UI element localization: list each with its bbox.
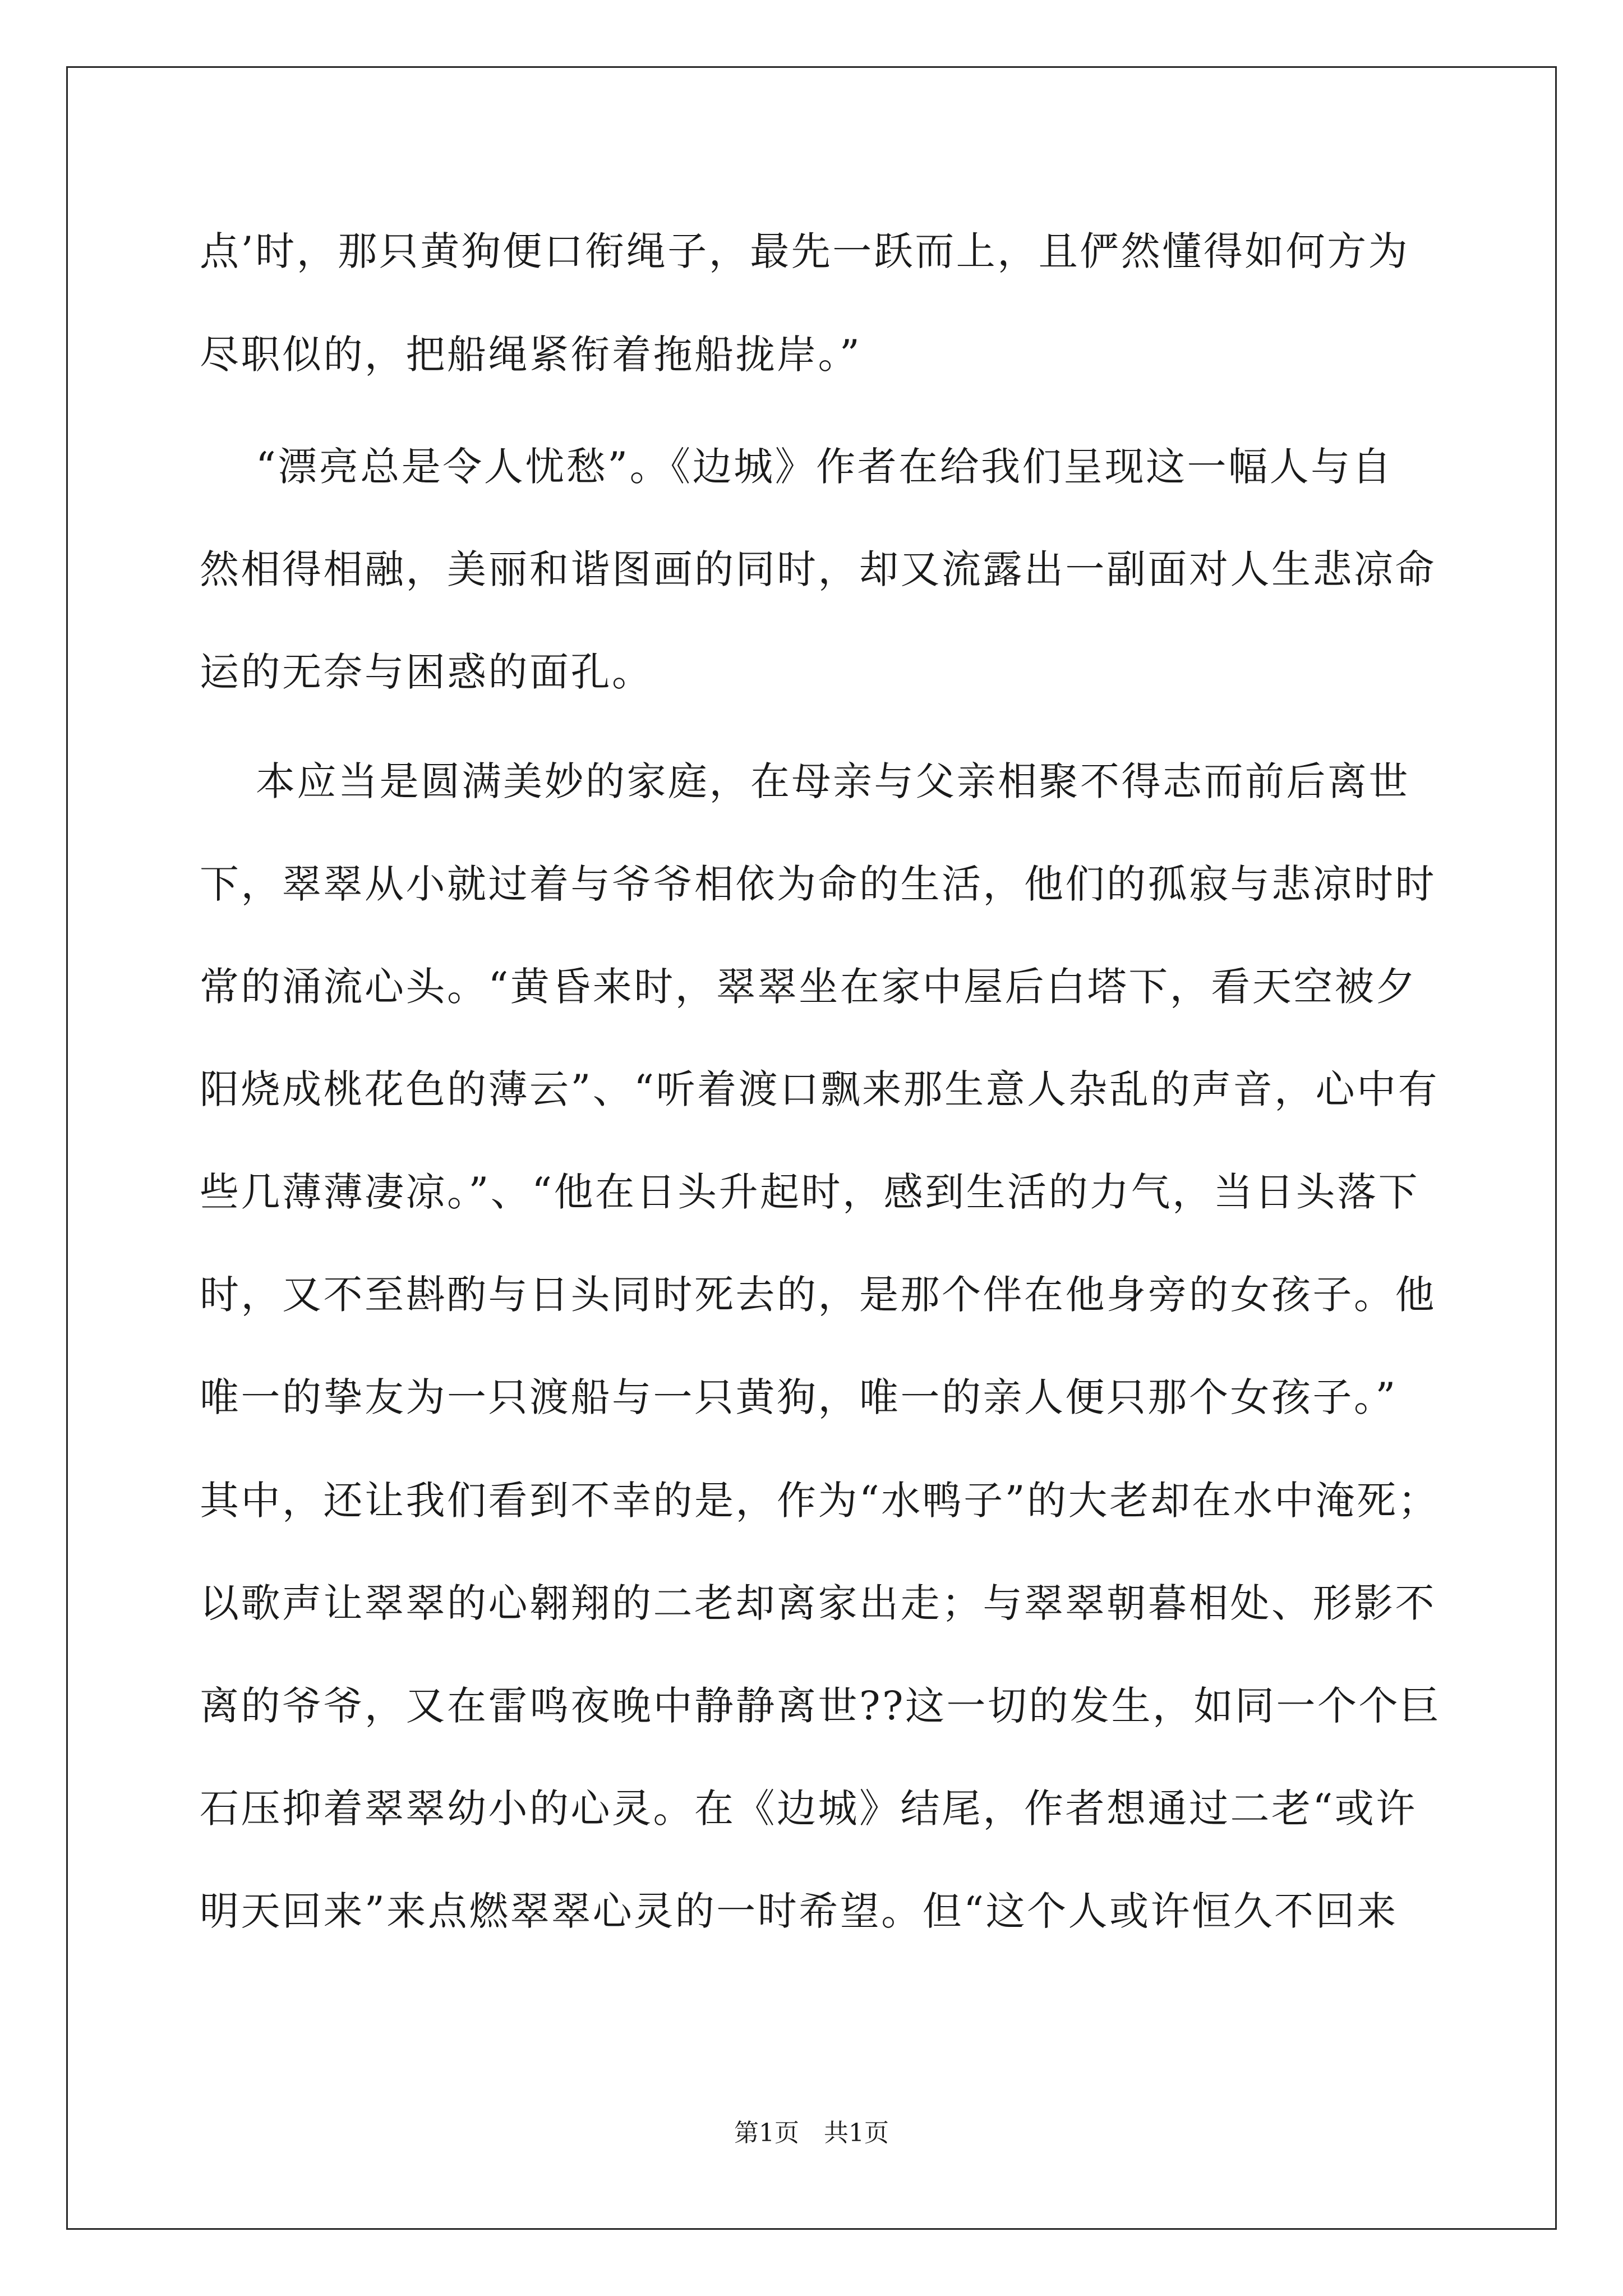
text-line: 唯一的挚友为一只渡船与一只黄狗，唯一的亲人便只那个女孩子。” [200, 1374, 1398, 1420]
paragraph-start-line: 本应当是圆满美妙的家庭，在母亲与父亲相聚不得志而前后离世 [256, 758, 1410, 804]
text-line: 然相得相融，美丽和谐图画的同时，却又流露出一副面对人生悲凉命 [200, 546, 1436, 592]
text-line: 下，翠翠从小就过着与爷爷相依为命的生活，他们的孤寂与悲凉时时 [200, 861, 1436, 907]
text-line: 运的无奈与困惑的面孔。 [200, 649, 653, 695]
paragraph-start-line: “漂亮总是令人忧愁”。《边城》作者在给我们呈现这一幅人与自 [256, 444, 1394, 490]
text-line: 些几薄薄凄凉。”、“他在日头升起时，感到生活的力气，当日头落下 [200, 1169, 1420, 1215]
text-line: 明天回来”来点燃翠翠心灵的一时希望。但“这个人或许恒久不回来 [200, 1888, 1398, 1934]
text-line: 其中，还让我们看到不幸的是，作为“水鸭子”的大老却在水中淹死； [200, 1478, 1440, 1524]
text-line: 点’时，那只黄狗便口衔绳子，最先一跃而上，且俨然懂得如何方为 [200, 228, 1410, 274]
text-line: 阳烧成桃花色的薄云”、“听着渡口飘来那生意人杂乱的声音，心中有 [200, 1066, 1440, 1112]
text-line: 尽职似的，把船绳紧衔着拖船拢岸。” [200, 332, 862, 378]
page-number-footer: 第1页 共1页 [734, 2119, 889, 2147]
text-line: 常的涌流心头。“黄昏来时，翠翠坐在家中屋后白塔下，看天空被夕 [200, 964, 1417, 1010]
text-line: 时，又不至斟酌与日头同时死去的，是那个伴在他身旁的女孩子。他 [200, 1272, 1436, 1318]
text-line: 离的爷爷，又在雷鸣夜晚中静静离世??这一切的发生，如同一个个巨 [200, 1683, 1441, 1729]
text-line: 石压抑着翠翠幼小的心灵。在《边城》结尾，作者想通过二老“或许 [200, 1786, 1417, 1832]
text-line: 以歌声让翠翠的心翱翔的二老却离家出走；与翠翠朝暮相处、形影不 [200, 1580, 1436, 1626]
